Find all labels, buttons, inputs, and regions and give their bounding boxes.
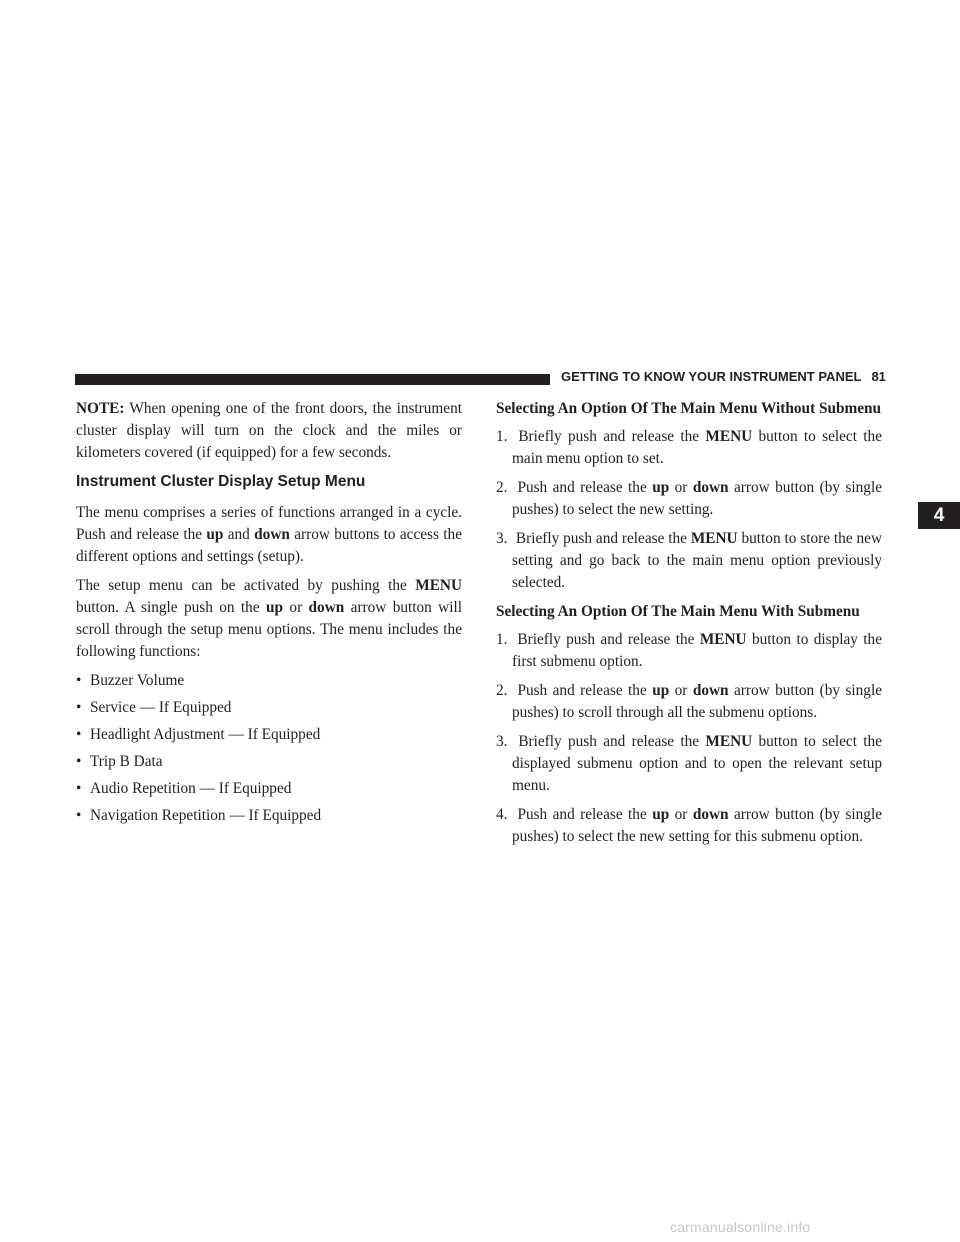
step-number: 3. <box>496 733 508 750</box>
step-item <box>496 426 882 470</box>
bullet-icon: • <box>76 672 82 689</box>
keyword-menu: MENU <box>690 530 738 547</box>
page-number: 81 <box>871 369 886 384</box>
keyword-up: up <box>206 526 224 543</box>
keyword-down: down <box>692 806 729 823</box>
left-column <box>76 398 462 832</box>
text-run: button. A single push on the <box>76 599 267 616</box>
chapter-tab <box>918 502 960 529</box>
step-number: 2. <box>496 682 508 699</box>
step-item <box>496 680 882 724</box>
steps-with-submenu <box>496 629 882 848</box>
keyword-up: up <box>266 599 284 616</box>
list-item <box>76 805 462 827</box>
text-run: arrow button (by single pushes) to select the new setting for this submenu option. <box>512 806 882 845</box>
right-column <box>496 398 882 855</box>
list-item-text: Navigation Repetition — If Equipped <box>90 807 322 824</box>
list-item-text: Service — If Equipped <box>90 699 232 716</box>
list-item <box>76 670 462 692</box>
watermark-link[interactable]: carmanualsonline.info <box>670 1219 811 1235</box>
step-number: 1. <box>496 631 508 648</box>
step-number: 1. <box>496 428 508 445</box>
subheading-without-submenu: Selecting An Option Of The Main Menu Without Submenu <box>496 400 882 417</box>
keyword-up: up <box>652 682 670 699</box>
text-run: and <box>223 526 255 543</box>
bullet-icon: • <box>76 807 82 824</box>
step-item <box>496 629 882 673</box>
keyword-menu: MENU <box>705 733 753 750</box>
step-number: 2. <box>496 479 508 496</box>
text-run: or <box>669 806 693 823</box>
list-item <box>76 778 462 800</box>
section-title: GETTING TO KNOW YOUR INSTRUMENT PANEL <box>561 369 862 384</box>
text-run: The menu comprises a series of functions arranged in a cycle. Push and release the <box>76 504 462 543</box>
text-run: The setup menu can be activated by pushing the <box>76 577 416 594</box>
text-run: button to display the first submenu option. <box>512 631 882 670</box>
keyword-menu: MENU <box>699 631 747 648</box>
step-item <box>496 731 882 797</box>
function-list <box>76 670 462 827</box>
subheading-with-submenu: Selecting An Option Of The Main Menu With Submenu <box>496 603 860 620</box>
list-item <box>76 751 462 773</box>
text-run: button to select the displayed submenu option and to open the relevant setup menu. <box>512 733 882 794</box>
bullet-icon: • <box>76 726 82 743</box>
note-paragraph <box>76 398 462 464</box>
keyword-up: up <box>652 806 670 823</box>
chapter-number: 4 <box>933 504 945 526</box>
list-item-text: Audio Repetition — If Equipped <box>90 780 292 797</box>
bullet-icon: • <box>76 780 82 797</box>
step-item <box>496 528 882 594</box>
step-number: 3. <box>496 530 508 547</box>
text-run: arrow button (by single pushes) to scroll through all the submenu options. <box>512 682 882 721</box>
keyword-down: down <box>254 526 290 543</box>
text-run: Briefly push and release the <box>512 428 706 445</box>
list-item <box>76 724 462 746</box>
keyword-down: down <box>308 599 345 616</box>
step-item <box>496 804 882 848</box>
text-run: arrow button will scroll through the setup menu options. The menu includes the following functions: <box>76 599 462 660</box>
text-run: or <box>283 599 309 616</box>
text-run: button to store the new setting and go back to the main menu option previously selected. <box>512 530 882 591</box>
list-item-text: Headlight Adjustment — If Equipped <box>90 726 321 743</box>
steps-without-submenu <box>496 426 882 594</box>
step-item <box>496 477 882 521</box>
list-item-text: Trip B Data <box>90 753 163 770</box>
keyword-up: up <box>652 479 670 496</box>
section-heading: Instrument Cluster Display Setup Menu <box>76 473 366 490</box>
keyword-menu: MENU <box>705 428 753 445</box>
header-rule <box>75 374 550 385</box>
keyword-down: down <box>692 479 729 496</box>
keyword-menu: MENU <box>415 577 462 594</box>
note-text: When opening one of the front doors, the instrument cluster display will turn on the clock and the miles or kilometers covered (if equipped) for a few seconds. <box>76 400 462 461</box>
text-run: Briefly push and release the <box>512 631 700 648</box>
bullet-icon: • <box>76 699 82 716</box>
text-run: or <box>669 682 693 699</box>
step-number: 4. <box>496 806 508 823</box>
running-header <box>561 369 886 384</box>
text-run: arrow button (by single pushes) to select the new setting. <box>512 479 882 518</box>
text-run: Briefly push and release the <box>512 733 706 750</box>
list-item-text: Buzzer Volume <box>90 672 185 689</box>
text-run: Push and release the <box>512 806 653 823</box>
text-run: Push and release the <box>512 682 653 699</box>
activation-paragraph <box>76 575 462 663</box>
bullet-icon: • <box>76 753 82 770</box>
text-run: Briefly push and release the <box>512 530 691 547</box>
list-item <box>76 697 462 719</box>
note-label: NOTE: <box>76 400 125 417</box>
text-run: Push and release the <box>512 479 653 496</box>
text-run: or <box>669 479 693 496</box>
keyword-down: down <box>692 682 729 699</box>
text-run: button to select the main menu option to set. <box>512 428 882 467</box>
intro-paragraph <box>76 502 462 568</box>
text-run: arrow buttons to access the different options and settings (setup). <box>76 526 462 565</box>
